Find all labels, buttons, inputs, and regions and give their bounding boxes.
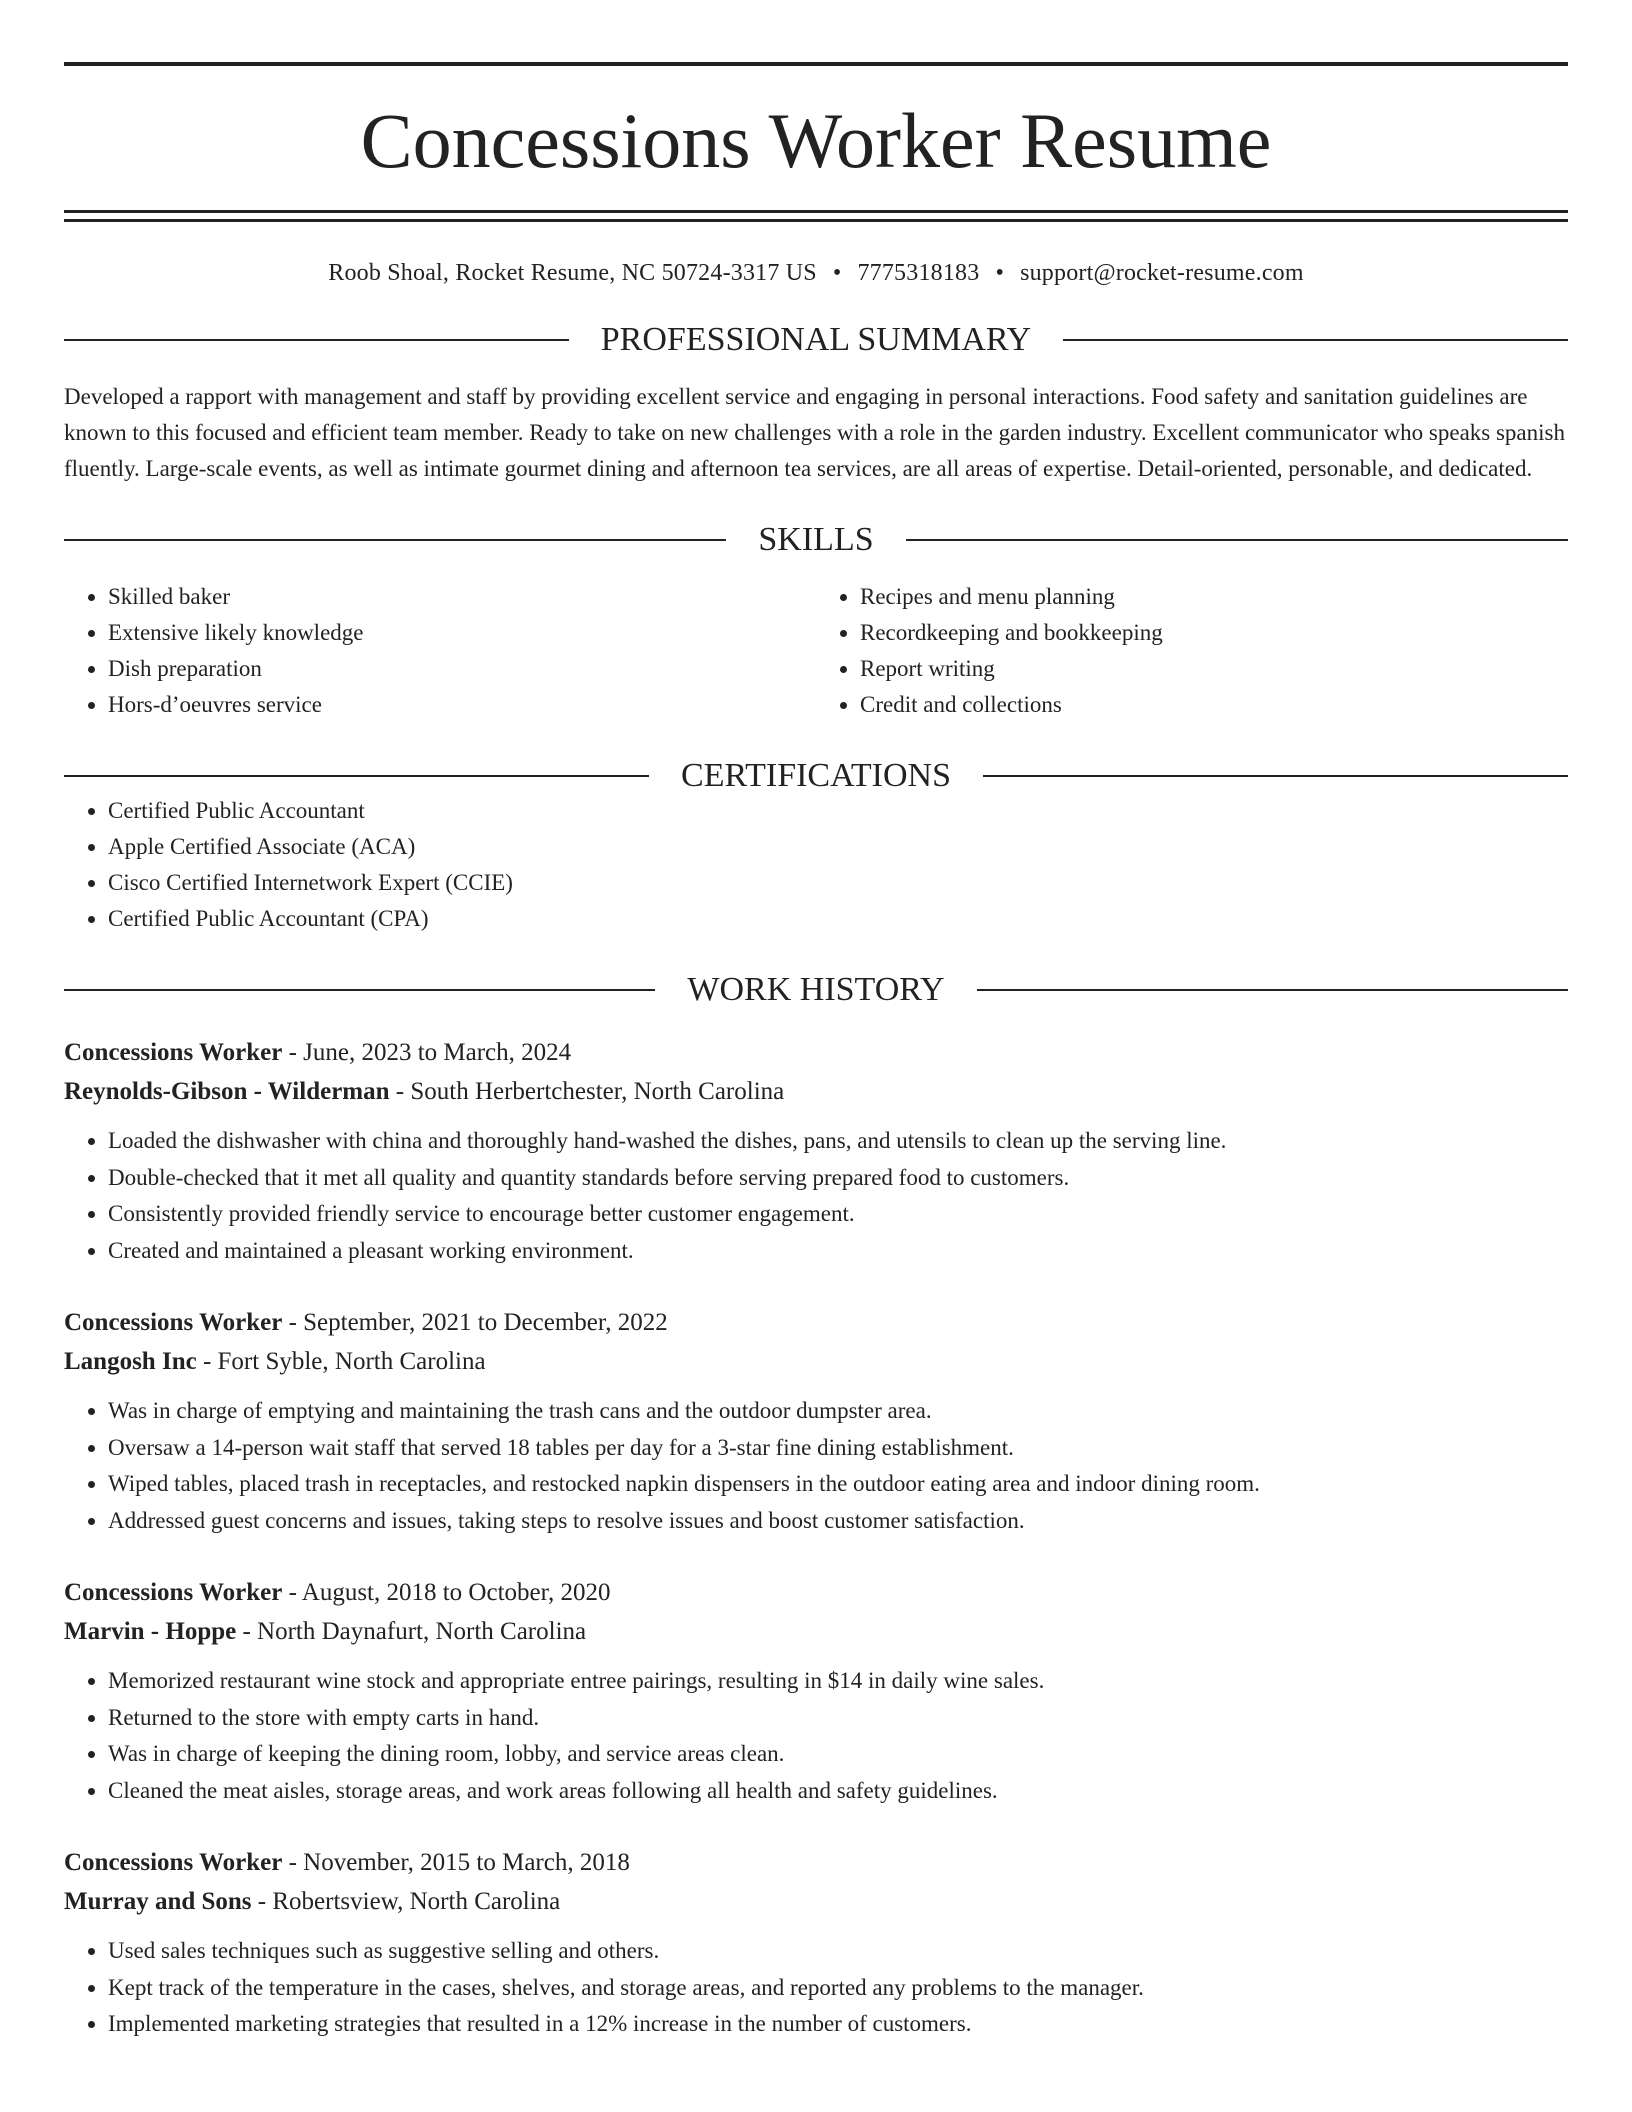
- contact-email: support@rocket-resume.com: [1020, 260, 1304, 286]
- contact-separator: •: [832, 260, 842, 286]
- job-bullet: • Created and maintained a pleasant working environment.: [108, 1233, 1568, 1270]
- job-title: Concessions Worker: [64, 1579, 283, 1606]
- section-rule: [64, 339, 569, 341]
- job-entry: [64, 1033, 1568, 1269]
- job-entry: [64, 1303, 1568, 1539]
- section-rule: [64, 539, 726, 541]
- job-entry: [64, 1573, 1568, 1809]
- top-rule: [64, 62, 1568, 66]
- section-title-summary: PROFESSIONAL SUMMARY: [600, 321, 1032, 358]
- skill-item: • Dish preparation: [108, 651, 816, 687]
- job-dates: - August, 2018 to October, 2020: [282, 1579, 611, 1606]
- job-company: Langosh Inc: [64, 1348, 197, 1375]
- job-bullet: • Memorized restaurant wine stock and appropriate entree pairings, resulting in $14 in daily wine sales.: [108, 1663, 1568, 1700]
- job-bullet: • Was in charge of emptying and maintaining the trash cans and the outdoor dumpster area.: [108, 1393, 1568, 1430]
- job-title-line: [64, 1303, 1568, 1342]
- resume-title: Concessions Worker Resume: [360, 97, 1272, 184]
- job-dates: - November, 2015 to March, 2018: [282, 1849, 630, 1876]
- section-rule: [64, 775, 649, 777]
- job-title-line: [64, 1033, 1568, 1072]
- job-location: - North Daynafurt, North Carolina: [236, 1618, 587, 1645]
- skills-list-right: [816, 579, 1568, 723]
- job-bullet: • Addressed guest concerns and issues, taking steps to resolve issues and boost customer satisfaction.: [108, 1503, 1568, 1540]
- job-title: Concessions Worker: [64, 1039, 283, 1066]
- job-location: - Fort Syble, North Carolina: [196, 1348, 486, 1375]
- section-header-certifications: [64, 759, 1568, 793]
- section-header-summary: [64, 323, 1568, 357]
- skills-list-left: [64, 579, 816, 723]
- job-bullet: • Double-checked that it met all quality and quantity standards before serving prepared food to customers.: [108, 1160, 1568, 1197]
- section-rule: [64, 989, 655, 991]
- job-bullets: [64, 1663, 1568, 1809]
- job-bullets: [64, 1393, 1568, 1539]
- job-title: Concessions Worker: [64, 1849, 283, 1876]
- job-company-line: [64, 1612, 1568, 1651]
- job-title-line: [64, 1843, 1568, 1882]
- section-rule: [977, 989, 1568, 991]
- skill-item: • Skilled baker: [108, 579, 816, 615]
- job-company-line: [64, 1882, 1568, 1921]
- skill-item: • Hors-d’oeuvres service: [108, 687, 816, 723]
- section-rule: [983, 775, 1568, 777]
- job-bullet: • Cleaned the meat aisles, storage areas, and work areas following all health and safety guidelines.: [108, 1773, 1568, 1810]
- job-bullet: • Consistently provided friendly service to encourage better customer engagement.: [108, 1196, 1568, 1233]
- skill-item: • Extensive likely knowledge: [108, 615, 816, 651]
- job-dates: - September, 2021 to December, 2022: [282, 1309, 668, 1336]
- skill-item: • Recordkeeping and bookkeeping: [860, 615, 1568, 651]
- certification-item: • Certified Public Accountant: [108, 793, 1568, 829]
- job-bullet: • Loaded the dishwasher with china and thoroughly hand-washed the dishes, pans, and utensils to clean up the serving line.: [108, 1123, 1568, 1160]
- skill-item: • Credit and collections: [860, 687, 1568, 723]
- section-title-skills: SKILLS: [758, 521, 874, 558]
- certification-item: • Cisco Certified Internetwork Expert (CCIE): [108, 865, 1568, 901]
- job-bullet: • Used sales techniques such as suggestive selling and others.: [108, 1933, 1568, 1970]
- section-title-work: WORK HISTORY: [687, 971, 945, 1008]
- job-location: - South Herbertchester, North Carolina: [389, 1078, 785, 1105]
- job-bullet: • Oversaw a 14-person wait staff that served 18 tables per day for a 3-star fine dining establishment.: [108, 1430, 1568, 1467]
- job-title-line: [64, 1573, 1568, 1612]
- job-company-line: [64, 1072, 1568, 1111]
- job-bullets: [64, 1123, 1568, 1269]
- certifications-list: [64, 793, 1568, 937]
- job-bullet: • Implemented marketing strategies that resulted in a 12% increase in the number of customers.: [108, 2006, 1568, 2043]
- resume-page: [64, 0, 1568, 2043]
- title-double-rule: [64, 210, 1568, 222]
- job-bullet: • Returned to the store with empty carts in hand.: [108, 1700, 1568, 1737]
- job-bullets: [64, 1933, 1568, 2043]
- section-title-certifications: CERTIFICATIONS: [681, 757, 951, 794]
- skill-item: • Report writing: [860, 651, 1568, 687]
- section-header-skills: [64, 523, 1568, 557]
- section-rule: [1063, 339, 1568, 341]
- summary-text: Developed a rapport with management and staff by providing excellent service and engaging in personal interactions. Food safety and sanitation guidelines are known to this focused and efficient team member. Ready to take on new challenges with a role in the garden industry. Excellent communicator who speaks spanish fluently. Large-scale events, as well as intimate gourmet dining and afternoon tea services, are all areas of expertise. Detail-oriented, personable, and dedicated.: [64, 384, 1565, 481]
- job-title: Concessions Worker: [64, 1309, 283, 1336]
- job-bullet: • Was in charge of keeping the dining room, lobby, and service areas clean.: [108, 1736, 1568, 1773]
- job-company-line: [64, 1342, 1568, 1381]
- contact-phone: 7775318183: [857, 260, 980, 286]
- job-company: Reynolds-Gibson - Wilderman: [64, 1078, 390, 1105]
- certification-item: • Apple Certified Associate (ACA): [108, 829, 1568, 865]
- contact-line: [64, 260, 1568, 287]
- job-location: - Robertsview, North Carolina: [251, 1888, 561, 1915]
- skill-item: • Recipes and menu planning: [860, 579, 1568, 615]
- job-dates: - June, 2023 to March, 2024: [282, 1039, 572, 1066]
- job-bullet: • Kept track of the temperature in the cases, shelves, and storage areas, and reported any problems to the manager.: [108, 1970, 1568, 2007]
- skills-columns: [64, 579, 1568, 723]
- job-entry: [64, 1843, 1568, 2043]
- contact-address: Roob Shoal, Rocket Resume, NC 50724-3317 US: [328, 260, 817, 286]
- job-company: Marvin - Hoppe: [64, 1618, 237, 1645]
- certification-item: • Certified Public Accountant (CPA): [108, 901, 1568, 937]
- job-company: Murray and Sons: [64, 1888, 252, 1915]
- section-header-work: [64, 973, 1568, 1007]
- contact-separator: •: [995, 260, 1005, 286]
- job-bullet: • Wiped tables, placed trash in receptacles, and restocked napkin dispensers in the outdoor eating area and indoor dining room.: [108, 1466, 1568, 1503]
- section-rule: [906, 539, 1568, 541]
